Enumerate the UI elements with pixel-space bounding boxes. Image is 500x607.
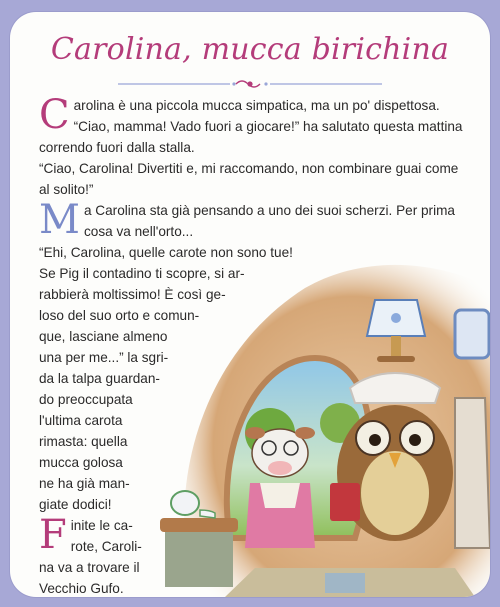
drop-cap-f: F xyxy=(39,512,67,558)
paragraph-1 xyxy=(39,92,471,158)
paragraph-text: a Carolina sta già pensando a uno dei suoi scherzi. Per prima cosa va nell'orto... xyxy=(83,203,455,239)
text-line: na va a trovare il xyxy=(39,560,140,575)
text-line: inite le ca- xyxy=(70,518,133,533)
text-line: loso del suo orto e comun- xyxy=(39,308,200,323)
paragraph-2: “Ciao, Carolina! Divertiti e, mi raccomando, non combinare guai come al solito!” xyxy=(39,161,459,197)
text-line: rabbierà moltissimo! È così ge- xyxy=(39,287,226,302)
text-line: Vecchio Gufo. xyxy=(39,581,124,596)
text-line: rimasta: quella xyxy=(39,434,128,449)
text-line: da la talpa guardan- xyxy=(39,371,160,386)
paragraph-5 xyxy=(39,263,471,515)
ornament-divider-icon xyxy=(118,78,382,90)
text-line: do preoccupata xyxy=(39,392,133,407)
paragraph-3 xyxy=(39,197,471,243)
text-line: giate dodici! xyxy=(39,497,112,512)
story-page xyxy=(10,12,490,597)
text-line: rote, Caroli- xyxy=(70,539,142,554)
drop-cap-c: C xyxy=(39,92,70,138)
text-line: que, lasciane almeno xyxy=(39,329,168,344)
text-line: mucca golosa xyxy=(39,455,123,470)
paragraph-6 xyxy=(39,512,471,597)
text-line: una per me...” la sgri- xyxy=(39,350,169,365)
paragraph-4: “Ehi, Carolina, quelle carote non sono tue! xyxy=(39,245,293,260)
paragraph-text: arolina è una piccola mucca simpatica, ma un po' dispettosa. “Ciao, mamma! Vado fuori a giocare!” ha salutato questa mattina correndo fuori dalla stalla. xyxy=(39,98,463,155)
page-title: Carolina, mucca birichina xyxy=(50,32,450,67)
text-line: Se Pig il contadino ti scopre, si ar- xyxy=(39,266,245,281)
text-line: l'ultima carota xyxy=(39,413,123,428)
text-line: ne ha già man- xyxy=(39,476,130,491)
story-text xyxy=(39,92,471,597)
drop-cap-m: M xyxy=(39,197,80,243)
